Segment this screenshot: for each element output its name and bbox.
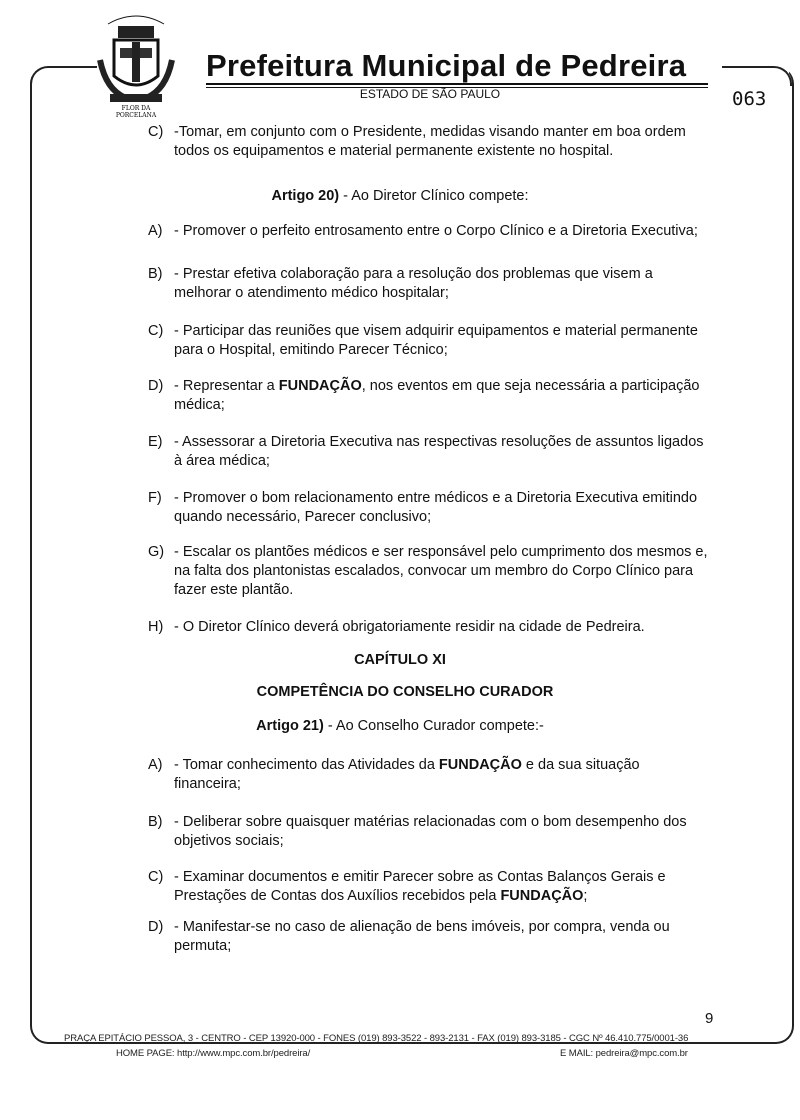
state-subtitle: ESTADO DE SÃO PAULO [359, 87, 501, 101]
list-item [148, 756, 708, 794]
item-label: C) [148, 869, 164, 885]
page-border-top-left [30, 66, 97, 86]
list-item [148, 123, 708, 161]
list-item [148, 322, 708, 360]
item-text: - Representar a FUNDAÇÃO, nos eventos em que seja necessária a participação médica; [174, 378, 700, 413]
list-item [148, 813, 708, 851]
list-item [148, 222, 708, 241]
item-text: - Promover o perfeito entrosamento entre o Corpo Clínico e a Diretoria Executiva; [174, 223, 698, 239]
item-text: - Assessorar a Diretoria Executiva nas respectivas resoluções de assuntos ligados à área médica; [174, 434, 704, 469]
bold-term: FUNDAÇÃO [438, 757, 522, 773]
chapter-title: COMPETÊNCIA DO CONSELHO CURADOR [256, 684, 554, 700]
list-item [148, 918, 708, 956]
item-label: D) [148, 378, 164, 394]
item-label: D) [148, 919, 164, 935]
article-rest: - Ao Diretor Clínico compete: [339, 188, 529, 204]
footer-email: E MAIL: pedreira@mpc.com.br [560, 1048, 688, 1059]
item-text: - Promover o bom relacionamento entre médicos e a Diretoria Executiva emitindo quando necessário, Parecer conclusivo; [174, 490, 698, 525]
bold-term: FUNDAÇÃO [278, 378, 362, 394]
article-title: Artigo 20) [271, 188, 340, 204]
item-label: B) [148, 266, 163, 282]
footer-address: PRAÇA EPITÁCIO PESSOA, 3 - CENTRO - CEP 13920-000 - FONES (019) 893-3522 - 893-2131 - FAX (019) 893-3185 - CGC Nº 46.410.775/0001-36 [64, 1033, 689, 1044]
list-item [148, 377, 708, 415]
item-text: - Manifestar-se no caso de alienação de bens imóveis, por compra, venda ou permuta; [174, 919, 670, 954]
list-item [148, 543, 708, 600]
item-text: - Prestar efetiva colaboração para a resolução dos problemas que visem a melhorar o atendimento médico hospitalar; [174, 266, 653, 301]
article-21-heading [0, 718, 800, 734]
item-label: H) [148, 619, 164, 635]
footer-homepage: HOME PAGE: http://www.mpc.com.br/pedreira/ [116, 1048, 311, 1059]
coat-of-arms-logo [96, 10, 176, 118]
item-label: C) [148, 323, 164, 339]
list-item [148, 868, 708, 906]
page-border-top-right [722, 66, 792, 86]
list-item [148, 618, 708, 637]
item-text: -Tomar, em conjunto com o Presidente, medidas visando manter em boa ordem todos os equipamentos e material permanente existente no hospital. [174, 124, 686, 159]
item-text: - Deliberar sobre quaisquer matérias relacionadas com o bom desempenho dos objetivos sociais; [174, 814, 687, 849]
item-label: A) [148, 757, 163, 773]
item-label: G) [148, 544, 165, 560]
list-item [148, 265, 708, 303]
item-text: - Examinar documentos e emitir Parecer sobre as Contas Balanços Gerais e Prestações de Contas dos Auxílios recebidos pela FUNDAÇÃO; [174, 869, 666, 904]
item-text: - Tomar conhecimento das Atividades da FUNDAÇÃO e da sua situação financeira; [174, 757, 640, 792]
article-title: Artigo 21) [256, 718, 324, 734]
chapter-number: CAPÍTULO XI [354, 652, 446, 668]
article-rest: - Ao Conselho Curador compete:- [323, 718, 544, 734]
item-label: E) [148, 434, 163, 450]
item-label: C) [148, 124, 164, 140]
item-text: - O Diretor Clínico deverá obrigatoriamente residir na cidade de Pedreira. [174, 619, 645, 635]
bold-term: FUNDAÇÃO [500, 888, 584, 904]
item-label: A) [148, 223, 163, 239]
svg-text:FLOR DA: FLOR DA [121, 105, 151, 112]
item-text: - Escalar os plantões médicos e ser responsável pelo cumprimento dos mesmos e, na falta dos plantonistas escalados, convocar um membro do Corpo Clínico para fazer este plantão. [174, 544, 708, 598]
list-item [148, 489, 708, 527]
svg-text:PORCELANA: PORCELANA [115, 112, 157, 118]
document-number: 063 [732, 88, 767, 110]
item-label: F) [148, 490, 162, 506]
item-label: B) [148, 814, 163, 830]
page-number: 9 [705, 1010, 714, 1027]
page-title: Prefeitura Municipal de Pedreira [206, 48, 687, 83]
list-item [148, 433, 708, 471]
article-20-heading [0, 188, 800, 204]
item-text: - Participar das reuniões que visem adquirir equipamentos e material permanente para o Hospital, emitindo Parecer Técnico; [174, 323, 698, 358]
